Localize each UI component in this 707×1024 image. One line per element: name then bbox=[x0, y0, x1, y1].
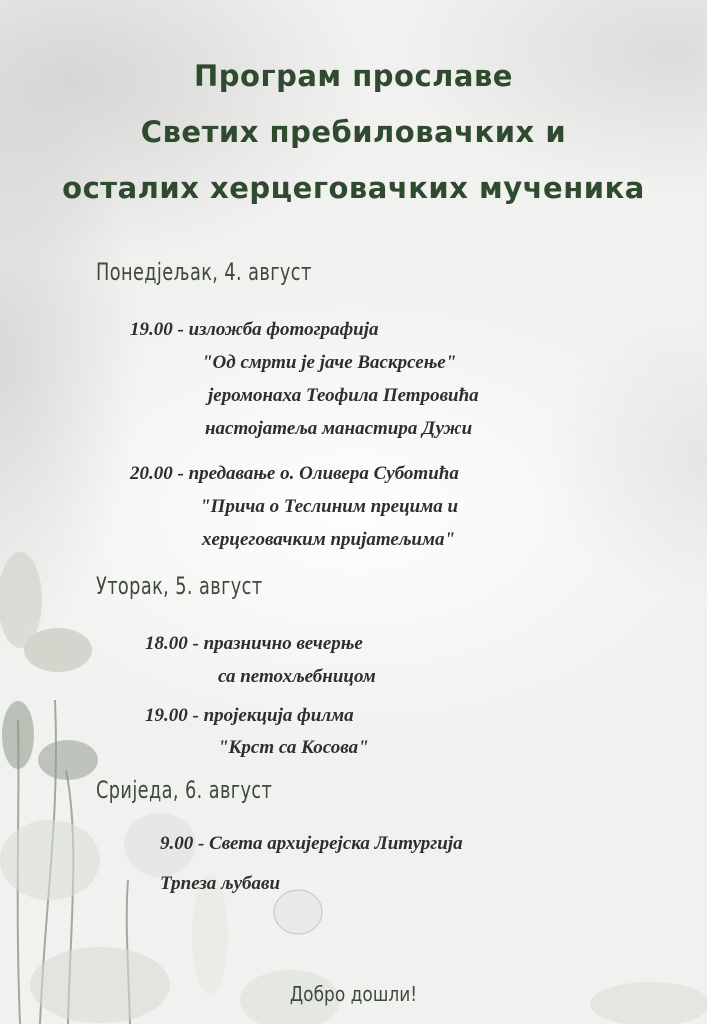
title-line-1: Програм прославе bbox=[194, 59, 513, 93]
event-line: 9.00 - Света архијерејска Литургија bbox=[160, 833, 463, 854]
day-heading-tuesday: Уторак, 5. август bbox=[96, 572, 263, 600]
event-line: јеромонаха Теофила Петровића bbox=[208, 385, 479, 406]
day-heading-wednesday: Сриједа, 6. август bbox=[96, 776, 273, 804]
event-line: "Крст са Косова" bbox=[218, 737, 369, 758]
event-line: "Прича о Теслиним прецима и bbox=[200, 496, 459, 517]
event-text: изложба фотографија bbox=[188, 319, 379, 340]
title-line-2: Светих пребиловачких и bbox=[140, 115, 567, 149]
event-line: "Од смрти је јаче Васкрсење" bbox=[202, 352, 457, 373]
event-line: 19.00 - пројекција филма bbox=[145, 705, 354, 726]
welcome-footer: Добро дошли! bbox=[289, 982, 418, 1006]
event-time: 18.00 bbox=[145, 633, 188, 654]
event-line: Трпеза љубави bbox=[160, 873, 281, 894]
event-text: празнично вечерње bbox=[203, 633, 363, 654]
title-line-3: осталих херцеговачких мученика bbox=[62, 171, 645, 205]
event-line: 18.00 - празнично вечерње bbox=[145, 633, 363, 654]
program-title bbox=[0, 48, 707, 216]
event-line: 19.00 - изложба фотографија bbox=[130, 319, 379, 340]
event-text: пројекција филма bbox=[203, 705, 354, 726]
event-time: 19.00 bbox=[145, 705, 188, 726]
event-line: са петохљебницом bbox=[218, 666, 376, 687]
event-time: 19.00 bbox=[130, 319, 173, 340]
day-heading-monday: Понедјељак, 4. август bbox=[96, 258, 312, 286]
event-text: предавање о. Оливера Суботића bbox=[188, 463, 459, 484]
event-line: настојатеља манастира Дужи bbox=[205, 418, 473, 439]
event-time: 9.00 bbox=[160, 833, 194, 854]
event-time: 20.00 bbox=[130, 463, 173, 484]
event-line: херцеговачким пријатељима" bbox=[202, 529, 456, 550]
event-text: Света архијерејска Литургија bbox=[209, 833, 463, 854]
event-line: 20.00 - предавање о. Оливера Суботића bbox=[130, 463, 459, 484]
